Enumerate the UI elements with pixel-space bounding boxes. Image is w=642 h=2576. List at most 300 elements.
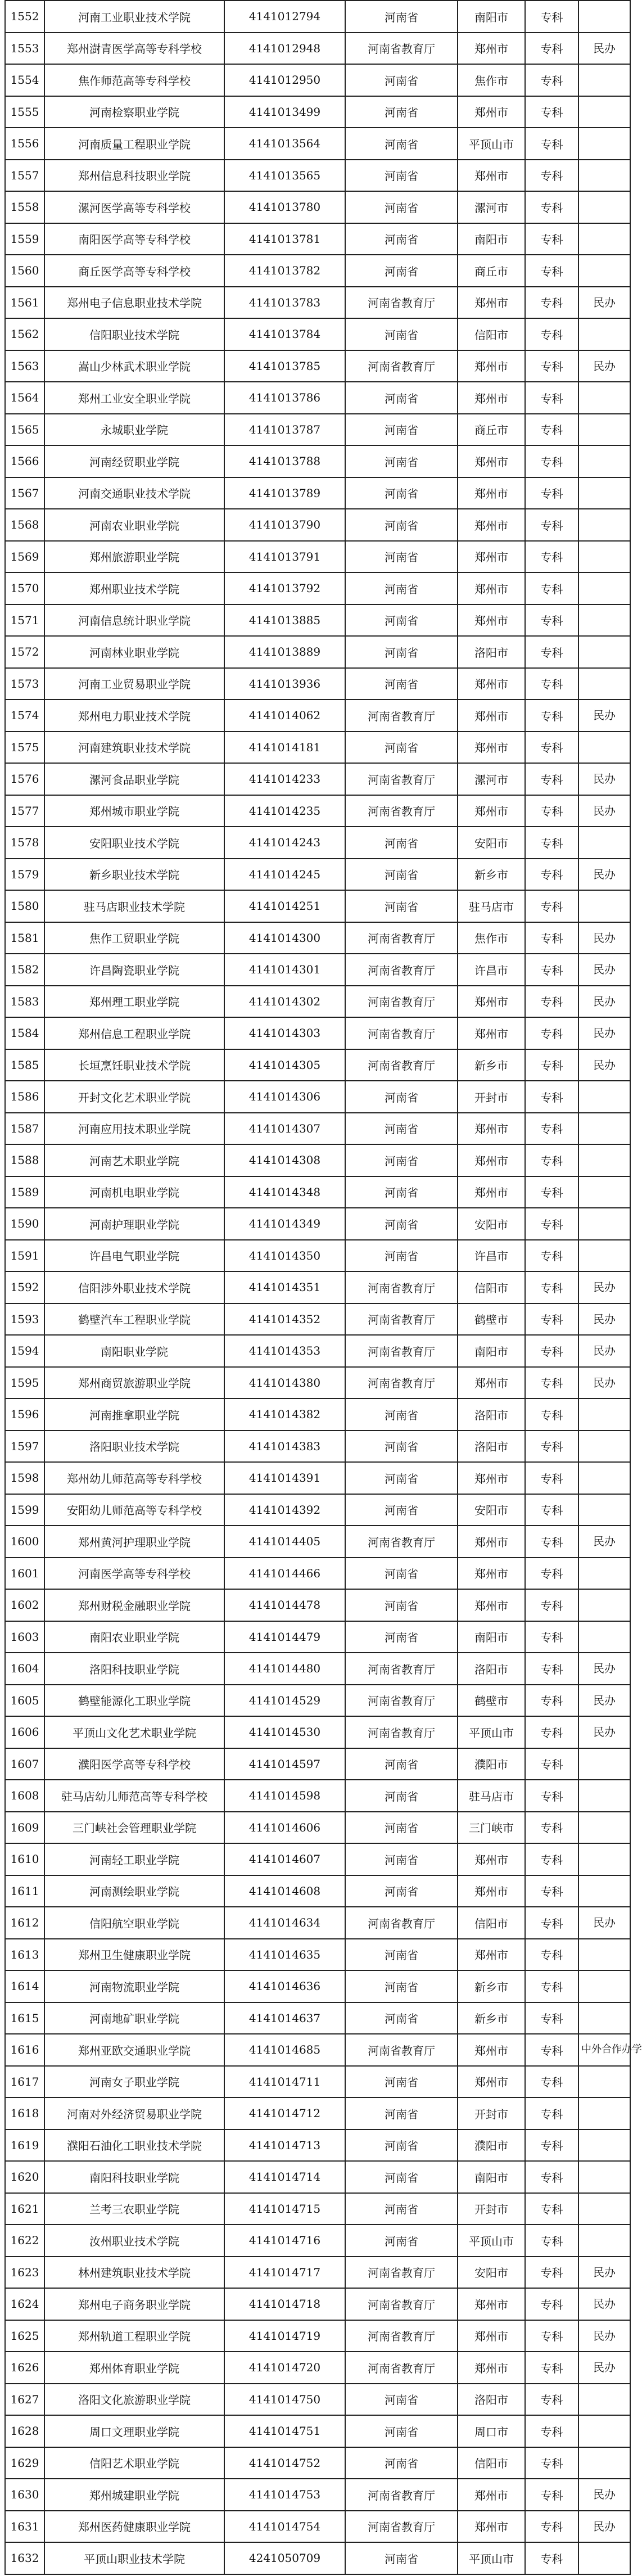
authority-cell: 河南省教育厅 xyxy=(345,922,458,954)
level-cell: 专科 xyxy=(525,1303,578,1336)
authority-cell: 河南省 xyxy=(345,509,458,541)
school-code-cell: 4141014478 xyxy=(224,1589,345,1621)
school-code-cell: 4141013785 xyxy=(224,350,345,382)
note-cell: 民办 xyxy=(578,1271,630,1303)
table-row xyxy=(5,1303,630,1336)
authority-cell: 河南省教育厅 xyxy=(345,2257,458,2289)
authority-cell: 河南省教育厅 xyxy=(345,1526,458,1558)
seq-cell: 1586 xyxy=(5,1081,44,1113)
school-code-cell: 4141014636 xyxy=(224,1970,345,2002)
level-cell: 专科 xyxy=(525,2288,578,2320)
seq-cell: 1615 xyxy=(5,2002,44,2034)
school-code-cell: 4141014466 xyxy=(224,1558,345,1590)
school-name-cell: 河南工业贸易职业学院 xyxy=(44,668,224,700)
authority-cell: 河南省 xyxy=(345,223,458,255)
authority-cell: 河南省教育厅 xyxy=(345,986,458,1018)
authority-cell: 河南省 xyxy=(345,1208,458,1240)
city-cell: 安阳市 xyxy=(458,827,525,859)
city-cell: 驻马店市 xyxy=(458,1780,525,1812)
city-cell: 洛阳市 xyxy=(458,1431,525,1463)
table-row xyxy=(5,255,630,287)
school-code-cell: 4141014752 xyxy=(224,2447,345,2479)
authority-cell: 河南省 xyxy=(345,2161,458,2193)
table-row xyxy=(5,1526,630,1558)
seq-cell: 1554 xyxy=(5,64,44,96)
seq-cell: 1605 xyxy=(5,1685,44,1717)
note-cell: 民办 xyxy=(578,1303,630,1336)
authority-cell: 河南省 xyxy=(345,572,458,604)
school-code-cell: 4141013792 xyxy=(224,572,345,604)
level-cell: 专科 xyxy=(525,1176,578,1208)
table-row xyxy=(5,1335,630,1367)
seq-cell: 1597 xyxy=(5,1431,44,1463)
table-row xyxy=(5,2257,630,2289)
city-cell: 郑州市 xyxy=(458,160,525,192)
seq-cell: 1583 xyxy=(5,986,44,1018)
authority-cell: 河南省教育厅 xyxy=(345,1271,458,1303)
table-row xyxy=(5,287,630,319)
note-cell xyxy=(578,890,630,922)
city-cell: 漯河市 xyxy=(458,191,525,223)
authority-cell: 河南省 xyxy=(345,1144,458,1176)
note-cell xyxy=(578,827,630,859)
table-row xyxy=(5,1240,630,1272)
note-cell: 中外合作办学 xyxy=(578,2034,630,2066)
school-code-cell: 4141014380 xyxy=(224,1367,345,1399)
level-cell: 专科 xyxy=(525,2225,578,2257)
note-cell xyxy=(578,2002,630,2034)
table-row xyxy=(5,890,630,922)
authority-cell: 河南省教育厅 xyxy=(345,2034,458,2066)
school-name-cell: 郑州城市职业学院 xyxy=(44,795,224,827)
school-name-cell: 郑州旅游职业学院 xyxy=(44,541,224,573)
school-code-cell: 4141013789 xyxy=(224,477,345,509)
city-cell: 焦作市 xyxy=(458,64,525,96)
school-code-cell: 4141014305 xyxy=(224,1049,345,1081)
seq-cell: 1603 xyxy=(5,1621,44,1653)
school-code-cell: 4141014607 xyxy=(224,1843,345,1875)
level-cell: 专科 xyxy=(525,33,578,65)
school-name-cell: 兰考三农职业学院 xyxy=(44,2193,224,2225)
school-name-cell: 南阳医学高等专科学校 xyxy=(44,223,224,255)
seq-cell: 1593 xyxy=(5,1303,44,1336)
note-cell xyxy=(578,1398,630,1431)
level-cell: 专科 xyxy=(525,64,578,96)
school-name-cell: 河南测绘职业学院 xyxy=(44,1875,224,1907)
school-code-cell: 4141014753 xyxy=(224,2479,345,2511)
seq-cell: 1596 xyxy=(5,1398,44,1431)
table-row xyxy=(5,541,630,573)
authority-cell: 河南省 xyxy=(345,1812,458,1844)
school-code-cell: 4141014751 xyxy=(224,2415,345,2447)
note-cell: 民办 xyxy=(578,1716,630,1748)
authority-cell: 河南省 xyxy=(345,604,458,637)
city-cell: 郑州市 xyxy=(458,2320,525,2352)
seq-cell: 1619 xyxy=(5,2130,44,2162)
school-name-cell: 长垣烹饪职业技术学院 xyxy=(44,1049,224,1081)
authority-cell: 河南省教育厅 xyxy=(345,2352,458,2384)
table-row xyxy=(5,1398,630,1431)
school-name-cell: 漯河食品职业学院 xyxy=(44,763,224,795)
note-cell xyxy=(578,541,630,573)
school-code-cell: 4141014351 xyxy=(224,1271,345,1303)
level-cell: 专科 xyxy=(525,572,578,604)
authority-cell: 河南省 xyxy=(345,318,458,350)
authority-cell: 河南省 xyxy=(345,414,458,446)
school-code-cell: 4141014233 xyxy=(224,763,345,795)
school-name-cell: 驻马店职业技术学院 xyxy=(44,890,224,922)
table-row xyxy=(5,1176,630,1208)
table-row xyxy=(5,2193,630,2225)
level-cell: 专科 xyxy=(525,1081,578,1113)
school-code-cell: 4141014712 xyxy=(224,2097,345,2130)
table-row xyxy=(5,191,630,223)
school-name-cell: 信阳航空职业学院 xyxy=(44,1907,224,1939)
authority-cell: 河南省教育厅 xyxy=(345,287,458,319)
school-name-cell: 鹤壁能源化工职业学院 xyxy=(44,1685,224,1717)
school-code-cell: 4141014719 xyxy=(224,2320,345,2352)
seq-cell: 1630 xyxy=(5,2479,44,2511)
table-row xyxy=(5,700,630,732)
school-name-cell: 郑州电力职业技术学院 xyxy=(44,700,224,732)
school-name-cell: 洛阳文化旅游职业学院 xyxy=(44,2384,224,2416)
school-code-cell: 4141014634 xyxy=(224,1907,345,1939)
authority-cell: 河南省教育厅 xyxy=(345,1017,458,1049)
note-cell xyxy=(578,1462,630,1494)
school-name-cell: 河南工业职业技术学院 xyxy=(44,1,224,33)
school-code-cell: 4141014529 xyxy=(224,1685,345,1717)
level-cell: 专科 xyxy=(525,1113,578,1145)
seq-cell: 1628 xyxy=(5,2415,44,2447)
level-cell: 专科 xyxy=(525,445,578,477)
level-cell: 专科 xyxy=(525,1685,578,1717)
school-name-cell: 郑州职业技术学院 xyxy=(44,572,224,604)
table-row xyxy=(5,160,630,192)
authority-cell: 河南省 xyxy=(345,1113,458,1145)
seq-cell: 1625 xyxy=(5,2320,44,2352)
level-cell: 专科 xyxy=(525,986,578,1018)
school-name-cell: 郑州轨道工程职业学院 xyxy=(44,2320,224,2352)
city-cell: 南阳市 xyxy=(458,1,525,33)
level-cell: 专科 xyxy=(525,414,578,446)
school-code-cell: 4141014307 xyxy=(224,1113,345,1145)
city-cell: 郑州市 xyxy=(458,2034,525,2066)
level-cell: 专科 xyxy=(525,541,578,573)
city-cell: 驻马店市 xyxy=(458,890,525,922)
school-name-cell: 河南艺术职业学院 xyxy=(44,1144,224,1176)
level-cell: 专科 xyxy=(525,1653,578,1685)
school-name-cell: 郑州财税金融职业学院 xyxy=(44,1589,224,1621)
school-code-cell: 4141014720 xyxy=(224,2352,345,2384)
note-cell xyxy=(578,1081,630,1113)
city-cell: 郑州市 xyxy=(458,1558,525,1590)
school-code-cell: 4141014181 xyxy=(224,732,345,764)
level-cell: 专科 xyxy=(525,763,578,795)
city-cell: 郑州市 xyxy=(458,668,525,700)
school-name-cell: 信阳职业技术学院 xyxy=(44,318,224,350)
seq-cell: 1609 xyxy=(5,1812,44,1844)
seq-cell: 1604 xyxy=(5,1653,44,1685)
city-cell: 郑州市 xyxy=(458,382,525,414)
city-cell: 郑州市 xyxy=(458,1176,525,1208)
table-row xyxy=(5,1970,630,2002)
authority-cell: 河南省 xyxy=(345,2384,458,2416)
school-name-cell: 焦作工贸职业学院 xyxy=(44,922,224,954)
note-cell xyxy=(578,1240,630,1272)
level-cell: 专科 xyxy=(525,1970,578,2002)
level-cell: 专科 xyxy=(525,954,578,986)
table-row xyxy=(5,1875,630,1907)
level-cell: 专科 xyxy=(525,2447,578,2479)
school-code-cell: 4141014251 xyxy=(224,890,345,922)
city-cell: 漯河市 xyxy=(458,763,525,795)
note-cell: 民办 xyxy=(578,954,630,986)
table-row xyxy=(5,1780,630,1812)
authority-cell: 河南省教育厅 xyxy=(345,2320,458,2352)
school-name-cell: 平顶山职业技术学院 xyxy=(44,2542,224,2574)
authority-cell: 河南省 xyxy=(345,255,458,287)
level-cell: 专科 xyxy=(525,2384,578,2416)
seq-cell: 1556 xyxy=(5,128,44,160)
seq-cell: 1613 xyxy=(5,1939,44,1971)
level-cell: 专科 xyxy=(525,2034,578,2066)
level-cell: 专科 xyxy=(525,732,578,764)
city-cell: 许昌市 xyxy=(458,1240,525,1272)
seq-cell: 1587 xyxy=(5,1113,44,1145)
school-name-cell: 三门峡社会管理职业学院 xyxy=(44,1812,224,1844)
table-row xyxy=(5,128,630,160)
note-cell xyxy=(578,477,630,509)
seq-cell: 1567 xyxy=(5,477,44,509)
school-code-cell: 4141014245 xyxy=(224,859,345,891)
seq-cell: 1627 xyxy=(5,2384,44,2416)
table-row xyxy=(5,1907,630,1939)
level-cell: 专科 xyxy=(525,2193,578,2225)
city-cell: 许昌市 xyxy=(458,954,525,986)
school-name-cell: 郑州城建职业学院 xyxy=(44,2479,224,2511)
city-cell: 郑州市 xyxy=(458,350,525,382)
seq-cell: 1570 xyxy=(5,572,44,604)
city-cell: 南阳市 xyxy=(458,223,525,255)
seq-cell: 1563 xyxy=(5,350,44,382)
city-cell: 郑州市 xyxy=(458,445,525,477)
authority-cell: 河南省 xyxy=(345,2415,458,2447)
note-cell xyxy=(578,2193,630,2225)
note-cell xyxy=(578,572,630,604)
authority-cell: 河南省 xyxy=(345,668,458,700)
table-row xyxy=(5,922,630,954)
level-cell: 专科 xyxy=(525,1398,578,1431)
level-cell: 专科 xyxy=(525,859,578,891)
city-cell: 郑州市 xyxy=(458,572,525,604)
table-row xyxy=(5,795,630,827)
table-row xyxy=(5,1494,630,1526)
table-row xyxy=(5,33,630,65)
level-cell: 专科 xyxy=(525,382,578,414)
school-name-cell: 许昌电气职业学院 xyxy=(44,1240,224,1272)
school-code-cell: 4141014308 xyxy=(224,1144,345,1176)
seq-cell: 1560 xyxy=(5,255,44,287)
school-code-cell: 4141014348 xyxy=(224,1176,345,1208)
table-row xyxy=(5,2097,630,2130)
school-name-cell: 郑州卫生健康职业学院 xyxy=(44,1939,224,1971)
school-name-cell: 郑州黄河护理职业学院 xyxy=(44,1526,224,1558)
table-row xyxy=(5,1,630,33)
school-name-cell: 漯河医学高等专科学校 xyxy=(44,191,224,223)
seq-cell: 1599 xyxy=(5,1494,44,1526)
school-name-cell: 林州建筑职业技术学院 xyxy=(44,2257,224,2289)
city-cell: 信阳市 xyxy=(458,318,525,350)
authority-cell: 河南省 xyxy=(345,890,458,922)
seq-cell: 1573 xyxy=(5,668,44,700)
seq-cell: 1610 xyxy=(5,1843,44,1875)
table-body xyxy=(5,1,642,2574)
school-name-cell: 郑州工业安全职业学院 xyxy=(44,382,224,414)
school-name-cell: 河南物流职业学院 xyxy=(44,1970,224,2002)
note-cell xyxy=(578,191,630,223)
school-code-cell: 4141014606 xyxy=(224,1812,345,1844)
seq-cell: 1602 xyxy=(5,1589,44,1621)
city-cell: 洛阳市 xyxy=(458,1653,525,1685)
table-row xyxy=(5,572,630,604)
city-cell: 安阳市 xyxy=(458,2257,525,2289)
note-cell: 民办 xyxy=(578,700,630,732)
authority-cell: 河南省 xyxy=(345,2130,458,2162)
school-name-cell: 郑州体育职业学院 xyxy=(44,2352,224,2384)
table-row xyxy=(5,604,630,637)
city-cell: 新乡市 xyxy=(458,1049,525,1081)
school-name-cell: 河南轻工职业学院 xyxy=(44,1843,224,1875)
note-cell xyxy=(578,1780,630,1812)
table-row xyxy=(5,2066,630,2098)
authority-cell: 河南省教育厅 xyxy=(345,954,458,986)
table-row xyxy=(5,1716,630,1748)
school-code-cell: 4141013889 xyxy=(224,636,345,668)
city-cell: 郑州市 xyxy=(458,2352,525,2384)
city-cell: 郑州市 xyxy=(458,2066,525,2098)
authority-cell: 河南省 xyxy=(345,1748,458,1780)
level-cell: 专科 xyxy=(525,509,578,541)
note-cell xyxy=(578,2161,630,2193)
school-name-cell: 河南建筑职业技术学院 xyxy=(44,732,224,764)
table-row xyxy=(5,1144,630,1176)
seq-cell: 1612 xyxy=(5,1907,44,1939)
school-code-cell: 4141014352 xyxy=(224,1303,345,1336)
school-name-cell: 郑州澍青医学高等专科学校 xyxy=(44,33,224,65)
authority-cell: 河南省教育厅 xyxy=(345,700,458,732)
level-cell: 专科 xyxy=(525,2097,578,2130)
school-name-cell: 新乡职业技术学院 xyxy=(44,859,224,891)
authority-cell: 河南省教育厅 xyxy=(345,350,458,382)
table-row xyxy=(5,1812,630,1844)
table-row xyxy=(5,509,630,541)
authority-cell: 河南省教育厅 xyxy=(345,1685,458,1717)
table-row xyxy=(5,1113,630,1145)
table-row xyxy=(5,827,630,859)
note-cell: 民办 xyxy=(578,33,630,65)
table-row xyxy=(5,2447,630,2479)
school-name-cell: 信阳涉外职业技术学院 xyxy=(44,1271,224,1303)
level-cell: 专科 xyxy=(525,350,578,382)
authority-cell: 河南省 xyxy=(345,827,458,859)
note-cell: 民办 xyxy=(578,2511,630,2543)
level-cell: 专科 xyxy=(525,700,578,732)
note-cell xyxy=(578,1875,630,1907)
school-code-cell: 4141013885 xyxy=(224,604,345,637)
note-cell xyxy=(578,1939,630,1971)
city-cell: 南阳市 xyxy=(458,2161,525,2193)
school-code-cell: 4141014718 xyxy=(224,2288,345,2320)
note-cell: 民办 xyxy=(578,795,630,827)
table-row xyxy=(5,1017,630,1049)
school-code-cell: 4141014608 xyxy=(224,1875,345,1907)
city-cell: 郑州市 xyxy=(458,1939,525,1971)
seq-cell: 1589 xyxy=(5,1176,44,1208)
table-row xyxy=(5,1558,630,1590)
seq-cell: 1580 xyxy=(5,890,44,922)
note-cell: 民办 xyxy=(578,350,630,382)
note-cell: 民办 xyxy=(578,2479,630,2511)
note-cell xyxy=(578,2097,630,2130)
school-code-cell: 4241050709 xyxy=(224,2542,345,2574)
school-name-cell: 河南推拿职业学院 xyxy=(44,1398,224,1431)
level-cell: 专科 xyxy=(525,2161,578,2193)
note-cell: 民办 xyxy=(578,1685,630,1717)
city-cell: 郑州市 xyxy=(458,1144,525,1176)
level-cell: 专科 xyxy=(525,604,578,637)
level-cell: 专科 xyxy=(525,318,578,350)
note-cell xyxy=(578,414,630,446)
seq-cell: 1600 xyxy=(5,1526,44,1558)
school-code-cell: 4141013781 xyxy=(224,223,345,255)
school-code-cell: 4141012794 xyxy=(224,1,345,33)
note-cell xyxy=(578,1843,630,1875)
note-cell xyxy=(578,160,630,192)
school-name-cell: 平顶山文化艺术职业学院 xyxy=(44,1716,224,1748)
note-cell: 民办 xyxy=(578,1907,630,1939)
seq-cell: 1632 xyxy=(5,2542,44,2574)
note-cell xyxy=(578,2447,630,2479)
seq-cell: 1623 xyxy=(5,2257,44,2289)
city-cell: 新乡市 xyxy=(458,2002,525,2034)
school-code-cell: 4141014302 xyxy=(224,986,345,1018)
level-cell: 专科 xyxy=(525,1748,578,1780)
table-row xyxy=(5,1589,630,1621)
seq-cell: 1616 xyxy=(5,2034,44,2066)
school-code-cell: 4141014383 xyxy=(224,1431,345,1463)
authority-cell: 河南省 xyxy=(345,160,458,192)
seq-cell: 1572 xyxy=(5,636,44,668)
university-list-table xyxy=(4,0,642,2575)
authority-cell: 河南省 xyxy=(345,1970,458,2002)
city-cell: 郑州市 xyxy=(458,732,525,764)
school-code-cell: 4141014350 xyxy=(224,1240,345,1272)
level-cell: 专科 xyxy=(525,1494,578,1526)
school-name-cell: 南阳科技职业学院 xyxy=(44,2161,224,2193)
table-row xyxy=(5,954,630,986)
seq-cell: 1620 xyxy=(5,2161,44,2193)
school-name-cell: 洛阳职业技术学院 xyxy=(44,1431,224,1463)
authority-cell: 河南省 xyxy=(345,64,458,96)
note-cell: 民办 xyxy=(578,1526,630,1558)
seq-cell: 1552 xyxy=(5,1,44,33)
school-name-cell: 河南女子职业学院 xyxy=(44,2066,224,2098)
note-cell xyxy=(578,1621,630,1653)
table-row xyxy=(5,2034,630,2066)
city-cell: 郑州市 xyxy=(458,287,525,319)
city-cell: 郑州市 xyxy=(458,33,525,65)
school-code-cell: 4141014750 xyxy=(224,2384,345,2416)
